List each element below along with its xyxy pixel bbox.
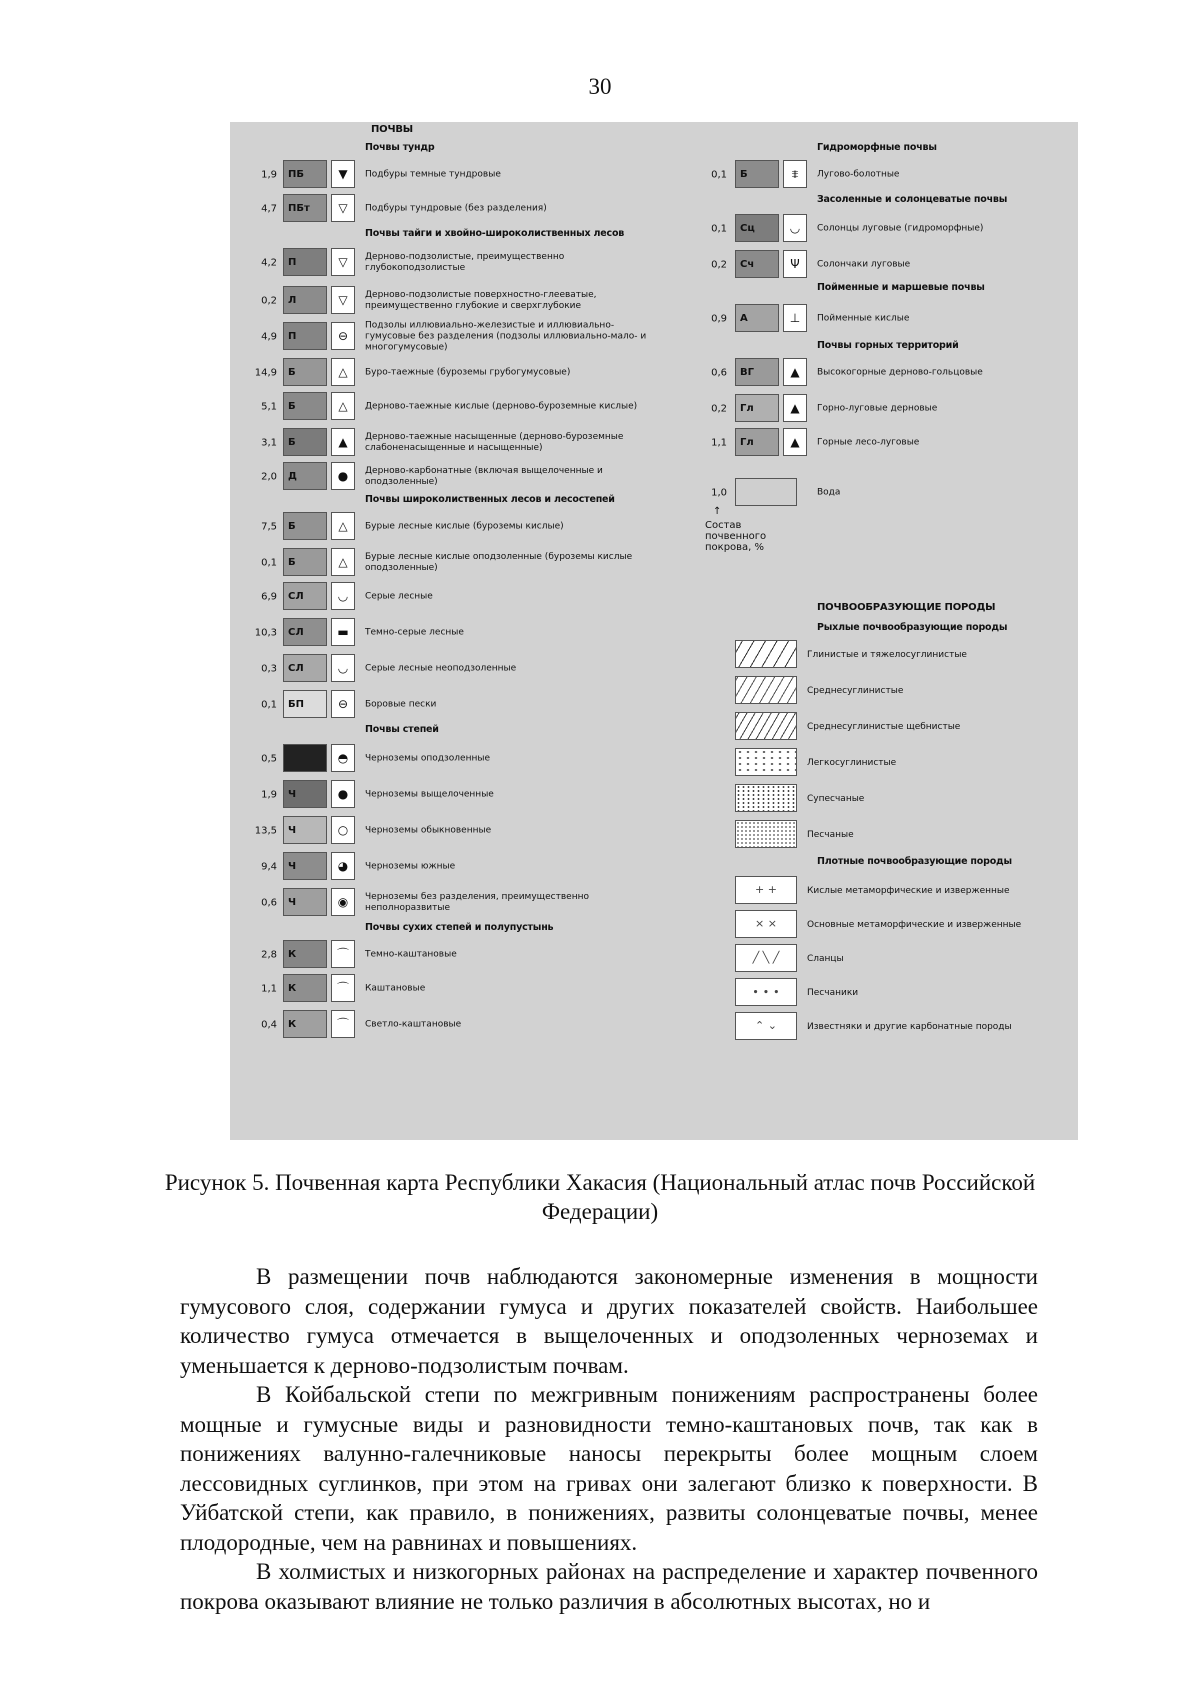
- rock-label: Супесчаные: [807, 794, 865, 804]
- soil-color-swatch: К: [283, 940, 327, 968]
- loose-rock-item: [735, 784, 1070, 814]
- soil-percentage: 1,0: [711, 487, 727, 499]
- soil-percentage: 0,6: [711, 367, 727, 379]
- soil-label: Каштановые: [365, 983, 426, 994]
- soil-percentage: 0,1: [711, 169, 727, 181]
- loose-rock-item: [735, 676, 1070, 706]
- soil-symbol-icon: △: [331, 358, 355, 386]
- legend-group-title: Почвы степей: [365, 724, 439, 735]
- soil-symbol-icon: ◓: [331, 744, 355, 772]
- soil-color-swatch: Ч: [283, 852, 327, 880]
- rock-label: Песчаники: [807, 988, 859, 998]
- composition-note: Состав почвенного покрова, %: [705, 520, 767, 553]
- soil-percentage: 1,9: [261, 789, 277, 801]
- soil-label: Горные лесо-луговые: [817, 437, 920, 448]
- soil-percentage: 1,9: [261, 169, 277, 181]
- soil-label: Черноземы выщелоченные: [365, 789, 494, 800]
- soil-label: Серые лесные неоподзоленные: [365, 663, 517, 674]
- soil-label: Черноземы без разделения, преимущественно неполноразвитые: [365, 892, 589, 913]
- legend-soil-item: [245, 358, 655, 388]
- soil-symbol-icon: ▲: [331, 428, 355, 456]
- soil-symbol-icon: ◡: [331, 654, 355, 682]
- soil-label: Солончаки луговые: [817, 259, 911, 270]
- soil-percentage: 4,7: [261, 203, 277, 215]
- legend-soil-item: [245, 248, 655, 278]
- up-arrow-icon: ↑: [713, 506, 722, 517]
- soil-color-swatch: Гл: [735, 394, 779, 422]
- legend-soil-item: [245, 582, 655, 612]
- rock-pattern-swatch: ⌃ ⌄: [735, 1012, 797, 1040]
- rock-label: Кислые метаморфические и изверженные: [807, 886, 1010, 896]
- soil-color-swatch: ПБт: [283, 194, 327, 222]
- soil-percentage: 0,3: [261, 663, 277, 675]
- legend-soil-item: [711, 214, 1070, 244]
- soil-label: Боровые пески: [365, 699, 437, 710]
- rock-label: Известняки и другие карбонатные породы: [807, 1022, 1012, 1032]
- soil-label: Высокогорные дерново-гольцовые: [817, 367, 983, 378]
- soil-symbol-icon: ⊥: [783, 304, 807, 332]
- soil-label: Подбуры тундровые (без разделения): [365, 203, 547, 214]
- soil-label: Буро-таежные (буроземы грубогумусовые): [365, 367, 571, 378]
- legend-soil-item: [245, 194, 655, 224]
- soil-percentage: 1,1: [711, 437, 727, 449]
- legend-soil-item: [711, 160, 1070, 190]
- legend-soil-item: [245, 322, 655, 352]
- legend-soil-item: [245, 654, 655, 684]
- soil-color-swatch: К: [283, 974, 327, 1002]
- soil-symbol-icon: ▽: [331, 248, 355, 276]
- legend-soil-item: [245, 618, 655, 648]
- rock-label: Основные метаморфические и изверженные: [807, 920, 1022, 930]
- dense-rock-item: [735, 876, 1070, 906]
- legend-soil-item: [245, 690, 655, 720]
- soil-symbol-icon: ▽: [331, 286, 355, 314]
- soil-symbol-icon: ○: [331, 816, 355, 844]
- loose-rock-item: [735, 640, 1070, 670]
- dense-rock-item: [735, 910, 1070, 940]
- soil-color-swatch: П: [283, 248, 327, 276]
- soil-symbol-icon: ◕: [331, 852, 355, 880]
- legend-soil-item: [245, 888, 655, 918]
- soil-percentage: 4,9: [261, 331, 277, 343]
- rock-label: Сланцы: [807, 954, 844, 964]
- soil-symbol-icon: ◉: [331, 888, 355, 916]
- soil-percentage: 3,1: [261, 437, 277, 449]
- soil-percentage: 0,1: [711, 223, 727, 235]
- legend-group-title: Пойменные и маршевые почвы: [817, 282, 985, 293]
- dense-rock-item: [735, 1012, 1070, 1042]
- rock-pattern-swatch: [735, 784, 797, 812]
- soil-percentage: 13,5: [254, 825, 277, 837]
- soil-color-swatch: Ч: [283, 816, 327, 844]
- paragraph: В Койбальской степи по межгривным понижениям распространены более мощные и гумусные виды и разновидности темно-каштановых почв, так как в понижениях валунно-галечниковые наносы перекрыты более мощным слоем лессовидных суглинков, при этом на гривах они залегают близко к поверхности. В Уйбатской степи, как правило, в понижениях, развиты солонцеватые почвы, менее плодородные, чем на равнинах и повышениях.: [180, 1382, 1038, 1555]
- legend-soil-item: [245, 548, 655, 578]
- soil-percentage: 7,5: [261, 521, 277, 533]
- rock-pattern-swatch: + +: [735, 876, 797, 904]
- legend-soil-item: [245, 462, 655, 492]
- soil-color-swatch: П: [283, 322, 327, 350]
- soil-label: Горно-луговые дерновые: [817, 403, 938, 414]
- soil-percentage: 0,9: [711, 313, 727, 325]
- legend-soil-item: [245, 428, 655, 458]
- legend-group-title: Гидроморфные почвы: [817, 142, 937, 153]
- soil-symbol-icon: ◡: [331, 582, 355, 610]
- rock-pattern-swatch: [735, 820, 797, 848]
- legend-group-title: Почвы горных территорий: [817, 340, 959, 351]
- soil-percentage: 0,2: [261, 295, 277, 307]
- soil-map-legend-figure: [230, 122, 1078, 1140]
- soil-color-swatch: Б: [283, 428, 327, 456]
- soil-color-swatch: Сц: [735, 214, 779, 242]
- soil-label: Подбуры темные тундровые: [365, 169, 501, 180]
- legend-soil-item: [245, 940, 655, 970]
- soil-color-swatch: Б: [283, 512, 327, 540]
- soil-color-swatch: Б: [735, 160, 779, 188]
- soil-color-swatch: ВГ: [735, 358, 779, 386]
- soil-percentage: 2,0: [261, 471, 277, 483]
- rock-label: Песчаные: [807, 830, 854, 840]
- soil-color-swatch: БП: [283, 690, 327, 718]
- soil-percentage: 0,4: [261, 1019, 277, 1031]
- soil-symbol-icon: △: [331, 512, 355, 540]
- rock-pattern-swatch: ∙ ∙ ∙: [735, 978, 797, 1006]
- soil-color-swatch: Гл: [735, 428, 779, 456]
- soil-percentage: 0,1: [261, 699, 277, 711]
- soil-percentage: 0,2: [711, 403, 727, 415]
- soil-symbol-icon: ⌒: [331, 1010, 355, 1038]
- soil-symbol-icon: ▽: [331, 194, 355, 222]
- legend-soil-item: [245, 392, 655, 422]
- loose-rock-item: [735, 748, 1070, 778]
- soil-color-swatch: Л: [283, 286, 327, 314]
- soil-percentage: 5,1: [261, 401, 277, 413]
- soil-percentage: 10,3: [254, 627, 277, 639]
- figure-caption: Рисунок 5. Почвенная карта Республики Хакасия (Национальный атлас почв Российской Федерации): [164, 1170, 1036, 1224]
- soil-percentage: 1,1: [261, 983, 277, 995]
- rock-pattern-swatch: [735, 640, 797, 668]
- soil-percentage: 4,2: [261, 257, 277, 269]
- soil-label: Серые лесные: [365, 591, 433, 602]
- legend-soils-title: ПОЧВЫ: [371, 124, 413, 135]
- legend-group-title: Почвы тундр: [365, 142, 435, 153]
- soil-label: Черноземы оподзоленные: [365, 753, 491, 764]
- rock-pattern-swatch: [735, 712, 797, 740]
- soil-color-swatch: К: [283, 1010, 327, 1038]
- legend-soil-item: [711, 478, 1070, 508]
- soil-label: Подзолы иллювиально-железистые и иллювиально-гумусовые без разделения (подзолы иллювиально-мало- и многогумусовые): [365, 320, 647, 353]
- rock-pattern-swatch: × ×: [735, 910, 797, 938]
- page-number: 30: [588, 74, 612, 99]
- soil-label: Дерново-карбонатные (включая выщелоченные и оподзоленные): [365, 466, 603, 487]
- dense-rock-item: [735, 944, 1070, 974]
- soil-color-swatch: Ч: [283, 780, 327, 808]
- paragraph: В размещении почв наблюдаются закономерные изменения в мощности гумусового слоя, содержании гумуса и других показателей свойств. Наибольшее количество гумуса отмечается в выщелоченных и оподзоленных черноземах и уменьшается к дерново-подзолистым почвам.: [180, 1264, 1038, 1378]
- soil-color-swatch: Ч: [283, 888, 327, 916]
- soil-label: Лугово-болотные: [817, 169, 900, 180]
- loose-rock-item: [735, 820, 1070, 850]
- soil-percentage: 9,4: [261, 861, 277, 873]
- rock-label: Среднесуглинистые: [807, 686, 904, 696]
- soil-symbol-icon: △: [331, 548, 355, 576]
- dense-rock-item: [735, 978, 1070, 1008]
- soil-label: Темно-каштановые: [365, 949, 457, 960]
- legend-soil-item: [245, 286, 655, 316]
- soil-percentage: 0,5: [261, 753, 277, 765]
- rock-pattern-swatch: ╱ ╲ ╱: [735, 944, 797, 972]
- legend-soil-item: [245, 852, 655, 882]
- soil-percentage: 14,9: [254, 367, 277, 379]
- rock-pattern-swatch: [735, 676, 797, 704]
- rock-pattern-swatch: [735, 748, 797, 776]
- soil-color-swatch: Б: [283, 548, 327, 576]
- rock-label: Среднесуглинистые щебнистые: [807, 722, 961, 732]
- legend-soil-item: [245, 974, 655, 1004]
- soil-symbol-icon: Ψ: [783, 250, 807, 278]
- soil-label: Вода: [817, 487, 841, 498]
- soil-percentage: 0,6: [261, 897, 277, 909]
- legend-group-title: Почвы сухих степей и полупустынь: [365, 922, 554, 933]
- soil-symbol-icon: ▲: [783, 428, 807, 456]
- soil-symbol-icon: ●: [331, 462, 355, 490]
- soil-label: Дерново-таежные кислые (дерново-буроземные кислые): [365, 401, 638, 412]
- soil-percentage: 6,9: [261, 591, 277, 603]
- soil-label: Дерново-таежные насыщенные (дерново-буроземные слабоненасыщенные и насыщенные): [365, 432, 624, 453]
- soil-symbol-icon: ▬: [331, 618, 355, 646]
- soil-symbol-icon: △: [331, 392, 355, 420]
- legend-group-title: Почвы широколиственных лесов и лесостепей: [365, 494, 615, 505]
- legend-soil-item: [245, 160, 655, 190]
- rock-label: Легкосуглинистые: [807, 758, 897, 768]
- rocks-title: ПОЧВООБРАЗУЮЩИЕ ПОРОДЫ: [817, 602, 996, 613]
- soil-color-swatch: ПБ: [283, 160, 327, 188]
- soil-color-swatch: [735, 478, 797, 506]
- soil-color-swatch: [283, 744, 327, 772]
- soil-color-swatch: А: [735, 304, 779, 332]
- body-text: [180, 1262, 1038, 1616]
- legend-soil-item: [711, 304, 1070, 334]
- dense-rocks-title: Плотные почвообразующие породы: [817, 856, 1012, 867]
- soil-symbol-icon: ▲: [783, 358, 807, 386]
- soil-label: Черноземы обыкновенные: [365, 825, 492, 836]
- soil-symbol-icon: ⩨: [783, 160, 807, 188]
- legend-group-title: Засоленные и солонцеватые почвы: [817, 194, 1008, 205]
- soil-percentage: 0,2: [711, 259, 727, 271]
- legend-group-title: Почвы тайги и хвойно-широколиственных лесов: [365, 228, 625, 239]
- legend-soil-item: [245, 780, 655, 810]
- soil-symbol-icon: ⊖: [331, 690, 355, 718]
- soil-symbol-icon: ◡: [783, 214, 807, 242]
- soil-symbol-icon: ●: [331, 780, 355, 808]
- soil-label: Дерново-подзолистые поверхностно-глееватые, преимущественно глубокие и сверхглубокие: [365, 290, 597, 311]
- soil-color-swatch: Б: [283, 358, 327, 386]
- paragraph: В холмистых и низкогорных районах на распределение и характер почвенного покрова оказывают влияние не только различия в абсолютных высотах, но и: [180, 1559, 1038, 1614]
- legend-soil-item: [711, 250, 1070, 280]
- legend-soil-item: [245, 512, 655, 542]
- soil-percentage: 0,1: [261, 557, 277, 569]
- soil-symbol-icon: ▼: [331, 160, 355, 188]
- soil-label: Дерново-подзолистые, преимущественно глубокоподзолистые: [365, 252, 565, 273]
- legend-soil-item: [245, 744, 655, 774]
- soil-label: Пойменные кислые: [817, 313, 910, 324]
- soil-label: Бурые лесные кислые (буроземы кислые): [365, 521, 564, 532]
- soil-color-swatch: Д: [283, 462, 327, 490]
- soil-symbol-icon: ▲: [783, 394, 807, 422]
- rock-label: Глинистые и тяжелосуглинистые: [807, 650, 967, 660]
- legend-soil-item: [711, 428, 1070, 458]
- soil-label: Светло-каштановые: [365, 1019, 462, 1030]
- soil-percentage: 2,8: [261, 949, 277, 961]
- legend-soil-item: [245, 1010, 655, 1040]
- loose-rocks-title: Рыхлые почвообразующие породы: [817, 622, 1008, 633]
- soil-color-swatch: СЛ: [283, 654, 327, 682]
- soil-label: Солонцы луговые (гидроморфные): [817, 223, 984, 234]
- soil-symbol-icon: ⌒: [331, 940, 355, 968]
- soil-color-swatch: СЛ: [283, 618, 327, 646]
- legend-soil-item: [245, 816, 655, 846]
- legend-soil-item: [711, 394, 1070, 424]
- soil-symbol-icon: ⊖: [331, 322, 355, 350]
- soil-label: Бурые лесные кислые оподзоленные (буроземы кислые оподзоленные): [365, 552, 633, 573]
- soil-label: Темно-серые лесные: [365, 627, 464, 638]
- legend-soil-item: [711, 358, 1070, 388]
- soil-label: Черноземы южные: [365, 861, 456, 872]
- loose-rock-item: [735, 712, 1070, 742]
- soil-color-swatch: Сч: [735, 250, 779, 278]
- soil-color-swatch: СЛ: [283, 582, 327, 610]
- soil-color-swatch: Б: [283, 392, 327, 420]
- soil-symbol-icon: ⌒: [331, 974, 355, 1002]
